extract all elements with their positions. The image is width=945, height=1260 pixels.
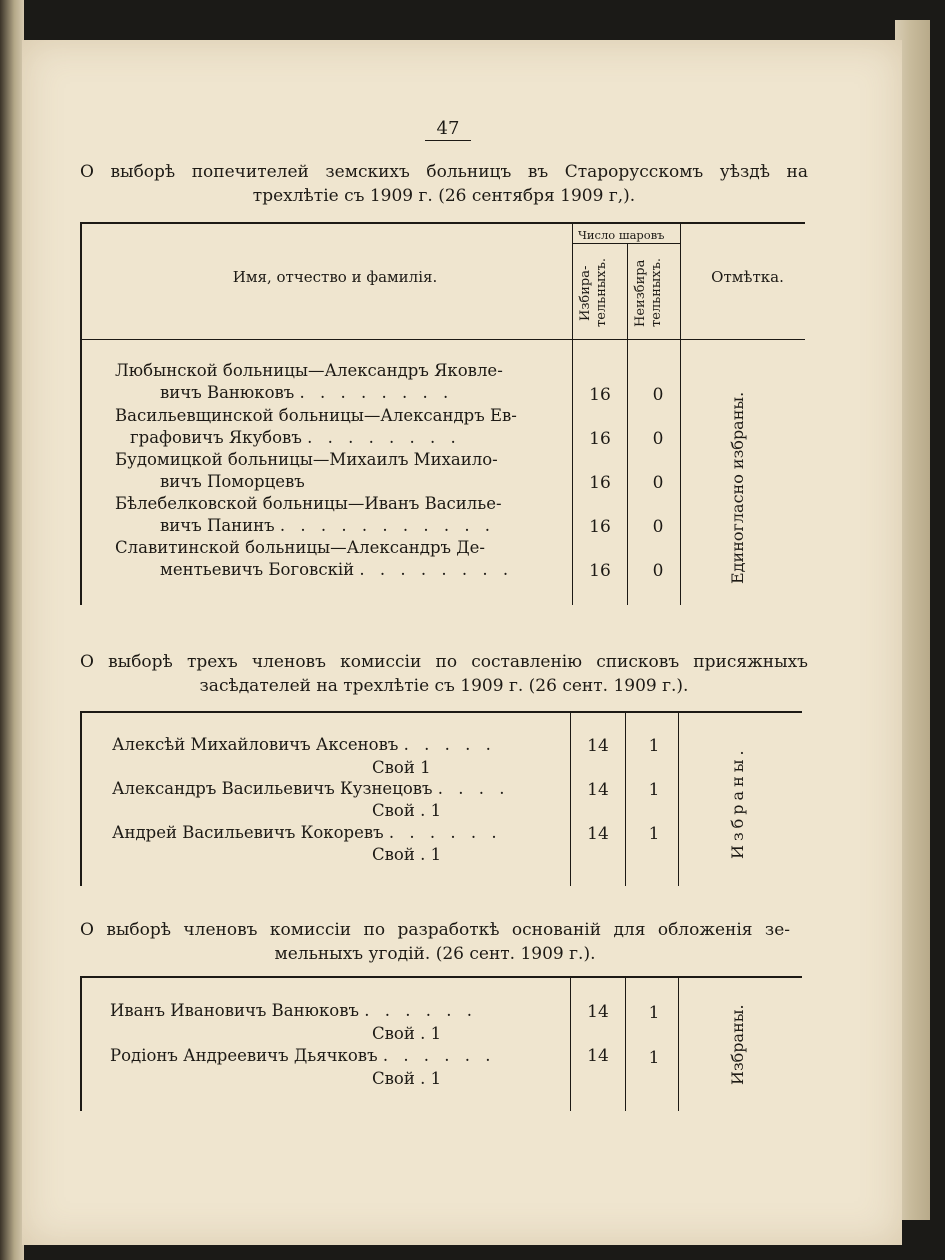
col-divider	[678, 713, 679, 886]
page-number: 47	[425, 118, 471, 141]
table-row-line: Васильевщинской больницы—Александръ Ев-	[115, 406, 517, 425]
votes-against: 1	[648, 736, 660, 756]
own-vote: Свой . 1	[372, 1069, 442, 1088]
col-header-against: Неизбира тельныхъ.	[633, 258, 664, 328]
section2-heading-line1: О выборѣ трехъ членовъ комиссіи по составленію списковъ присяжныхъ	[80, 652, 808, 672]
col-header-note: Отмѣтка.	[711, 268, 784, 286]
own-vote: Свой . 1	[372, 845, 442, 864]
own-vote: Свой . 1	[372, 801, 442, 820]
table-row-name: Андрей Васильевичъ Кокоревъ . . . . . .	[112, 823, 502, 842]
votes-for: 16	[589, 473, 611, 493]
votes-for: 16	[589, 517, 611, 537]
col-divider	[625, 978, 626, 1111]
col-divider	[572, 224, 573, 605]
section2-heading	[80, 650, 808, 698]
result-note: Избраны.	[728, 1004, 747, 1086]
section3-heading	[80, 918, 790, 966]
col-header-balls: Число шаровъ	[578, 228, 665, 242]
table-row-line: ментьевичъ Боговскій . . . . . . . .	[160, 560, 514, 579]
votes-against: 1	[648, 780, 660, 800]
table-left-rule	[80, 711, 82, 886]
table-top-rule	[80, 976, 802, 978]
votes-against: 0	[652, 429, 664, 449]
section3-heading-line1: О выборѣ членовъ комиссіи по разработкѣ основаній для обложенія зе-	[80, 920, 790, 940]
table-row-name: Родіонъ Андреевичъ Дьячковъ . . . . . .	[110, 1046, 496, 1065]
votes-against: 0	[652, 473, 664, 493]
book-spine	[0, 0, 24, 1260]
votes-against: 0	[652, 517, 664, 537]
own-vote: Свой . 1	[372, 1024, 442, 1043]
table-left-rule	[80, 976, 82, 1111]
header-bottom-rule	[82, 339, 805, 340]
col-header-for: Избира- тельныхъ.	[578, 258, 609, 328]
votes-for: 14	[587, 824, 609, 844]
table-top-rule	[80, 222, 805, 224]
subheader-rule	[572, 243, 680, 244]
col-divider	[627, 244, 628, 605]
table-left-rule	[80, 222, 82, 605]
own-vote: Свой 1	[372, 758, 431, 777]
table-row-line: Славитинской больницы—Александръ Де-	[115, 538, 486, 557]
table-row-name: Александръ Васильевичъ Кузнецовъ . . . .	[112, 779, 510, 798]
table-row-name: Иванъ Ивановичъ Ванюковъ . . . . . .	[110, 1001, 477, 1020]
votes-for: 14	[587, 1002, 609, 1022]
col-divider	[625, 713, 626, 886]
votes-for: 16	[589, 429, 611, 449]
table-top-rule	[80, 711, 802, 713]
result-note: Избраны.	[728, 746, 747, 859]
section1-heading-line1: О выборѣ попечителей земскихъ больницъ въ Старорусскомъ уѣздѣ на	[80, 162, 808, 182]
table-row-line: графовичъ Якубовъ . . . . . . . .	[130, 428, 461, 447]
table-row-line: Бѣлебелковской больницы—Иванъ Василье-	[115, 494, 502, 513]
votes-against: 0	[652, 561, 664, 581]
table-row-name: Алексѣй Михайловичъ Аксеновъ . . . . .	[112, 735, 496, 754]
col-divider	[680, 224, 681, 605]
result-note: Единогласно избраны.	[728, 391, 747, 584]
table-row-line: вичъ Панинъ . . . . . . . . . . .	[160, 516, 496, 535]
votes-against: 1	[648, 1003, 660, 1023]
votes-for: 16	[589, 385, 611, 405]
col-header-name: Имя, отчество и фамилія.	[232, 268, 438, 286]
table-row-line: вичъ Ванюковъ . . . . . . . .	[160, 383, 454, 402]
table-row-line: Будомицкой больницы—Михаилъ Михаило-	[115, 450, 498, 469]
votes-for: 16	[589, 561, 611, 581]
section3-heading-line2: мельныхъ угодій. (26 сент. 1909 г.).	[274, 944, 596, 964]
section2-heading-line2: засѣдателей на трехлѣтіе съ 1909 г. (26 сент. 1909 г.).	[199, 676, 689, 696]
section1-heading-line2: трехлѣтіе съ 1909 г. (26 сентября 1909 г,).	[252, 186, 636, 206]
table-row-line: Любынской больницы—Александръ Яковле-	[115, 361, 503, 380]
votes-against: 0	[652, 385, 664, 405]
votes-for: 14	[587, 736, 609, 756]
col-divider	[678, 978, 679, 1111]
col-divider	[570, 978, 571, 1111]
votes-for: 14	[587, 780, 609, 800]
votes-for: 14	[587, 1046, 609, 1066]
section1-heading	[80, 160, 808, 208]
votes-against: 1	[648, 1048, 660, 1068]
votes-against: 1	[648, 824, 660, 844]
table-row-line: вичъ Поморцевъ	[160, 472, 305, 491]
col-divider	[570, 713, 571, 886]
